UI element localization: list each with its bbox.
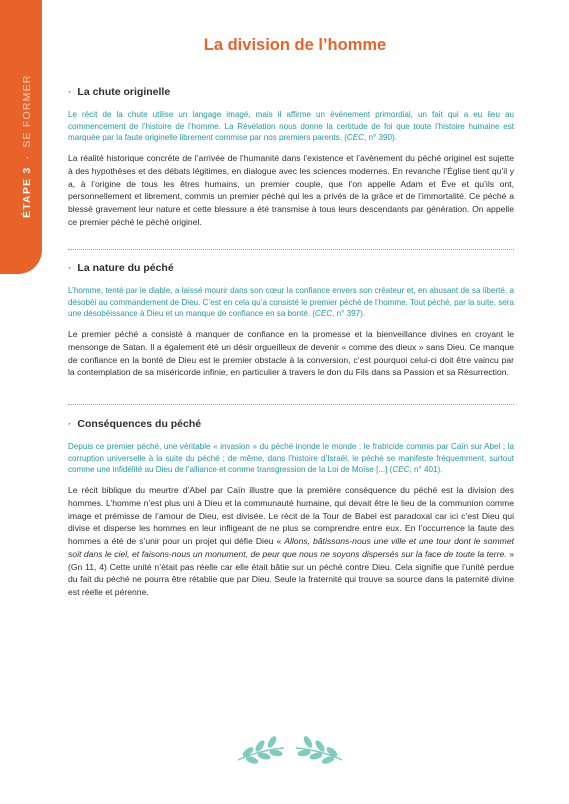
section-heading xyxy=(68,418,514,430)
quote-reference: , n° 401). xyxy=(409,465,443,475)
catechism-quote xyxy=(68,285,514,320)
section-consequences-peche xyxy=(68,418,514,599)
step-subtitle: SE FORMER xyxy=(21,74,33,148)
heading-bullet: · xyxy=(68,418,72,430)
quote-text: Depuis ce premier péché, une véritable « invasion » du péché inonde le monde : le fratricide commis par Caïn sur Abel ; la corruption universelle à la suite du péché ; de même, dans l’histoire d’Israël, le péché se manifeste fréquemment, surtout comme une infidélité au Dieu de l’alliance et comme transgression de la Loi de Moïse [...] ( xyxy=(68,442,514,475)
catechism-quote xyxy=(68,109,514,144)
step-separator: · xyxy=(21,154,33,160)
step-side-tab xyxy=(0,0,42,274)
quote-citation: CEC xyxy=(346,133,365,143)
catechism-quote xyxy=(68,441,514,476)
section-heading-text: La chute originelle xyxy=(77,86,171,98)
section-heading-text: La nature du péché xyxy=(77,262,174,274)
section-body xyxy=(68,484,514,598)
quote-text: Le récit de la chute utilise un langage imagé, mais il affirme un événement primordial, un fait qui a eu lieu au commencement de l’histoire de l’homme. La Révélation nous donne la certitude de foi que toute l’histoire humaine est marquée par la faute originelle librement commise par nos premiers parents. ( xyxy=(68,110,514,143)
body-text-start: Le récit biblique du meurtre d’Abel par Caïn illustre que la première conséquence du péché est la division des hommes. L’homme n’est plus uni à Dieu et la communauté humaine, qui devait être le lieu de la communion comme image et prémisse de l’amour de Dieu, est divisée. Le récit de la Tour de Babel est paradoxal car ici c’est Dieu qui divise et disperse les hommes en leur infligeant de ne plus se comprendre entre eux. En l’occurrence la faute des hommes a été de s’unir pour un projet qui défie Dieu « xyxy=(68,485,514,547)
heading-bullet: · xyxy=(68,262,72,274)
section-heading-text: Conséquences du péché xyxy=(77,418,202,430)
olive-branch-icon xyxy=(230,724,350,768)
section-heading xyxy=(68,262,514,274)
section-divider xyxy=(68,404,514,405)
quote-citation: CEC xyxy=(315,309,333,319)
body-text-end: » (Gn 11, 4) Cette unité n’était pas réelle car elle était bâtie sur un péché contre Dieu. Cela signifie que l’unité perdue du fait du péché ne pourra être rétablie que par Dieu. Seule la fraternité qui trouve sa source dans la paternité divine est réelle et pérenne. xyxy=(68,548,514,597)
quote-citation: CEC xyxy=(392,465,410,475)
quote-reference: , n° 397). xyxy=(332,309,366,319)
section-divider xyxy=(68,249,514,250)
section-body: La réalité historique concrète de l’arrivée de l’humanité dans l’existence et l’avènement du péché originel est sujette à des hypothèses et des débats légitimes, en dialogue avec les sciences modernes. En revanche l’Église tient qu’il y a, à l’origine de tous les êtres humains, un premier couple, que l’on appelle Adam et Ève et qu’ils ont, personnellement et librement, commis un premier péché qui les a privés de la grâce et de l’immortalité. Ce péché a blessé gravement leur nature et cette blessure a été transmise à tous leurs descendants par génération. On appelle ce premier péché le péché originel. xyxy=(68,153,514,227)
quote-reference: , n° 390). xyxy=(364,133,397,143)
body-scripture-quote: Allons, bâtissons-nous une ville et une tour dont le sommet soit dans le ciel, et faisons-nous un monument, de peur que nous ne soyons dispersés sur la face de toute la terre. xyxy=(68,536,514,559)
section-body: Le premier péché a consisté à manquer de confiance en la promesse et la bienveillance divines en croyant le mensonge de Satan. Il a également été un désir orgueilleux de devenir « comme des dieux » sans Dieu. Ce manque de confiance en la bonté de Dieu est le premier obstacle à la conversion, c’est pourquoi celui-ci doit être vaincu par la contemplation de sa miséricorde infinie, en particulier à travers le don du Fils dans sa Passion et sa Résurrection. xyxy=(68,329,514,378)
step-label xyxy=(21,74,33,218)
quote-text: L’homme, tenté par le diable, a laissé mourir dans son cœur la confiance envers son créateur et, en abusant de sa liberté, a désobéi au commandement de Dieu. C’est en cela qu’a consisté le premier péché de l’homme. Tout péché, par la suite, sera une désobéissance à Dieu et un manque de confiance en sa bonté. ( xyxy=(68,286,514,319)
section-heading xyxy=(68,86,514,98)
section-chute-originelle xyxy=(68,86,514,229)
page-title: La division de l’homme xyxy=(203,36,387,54)
section-nature-peche xyxy=(68,262,514,379)
heading-bullet: · xyxy=(68,86,72,98)
step-number: ÉTAPE 3 xyxy=(21,166,33,218)
